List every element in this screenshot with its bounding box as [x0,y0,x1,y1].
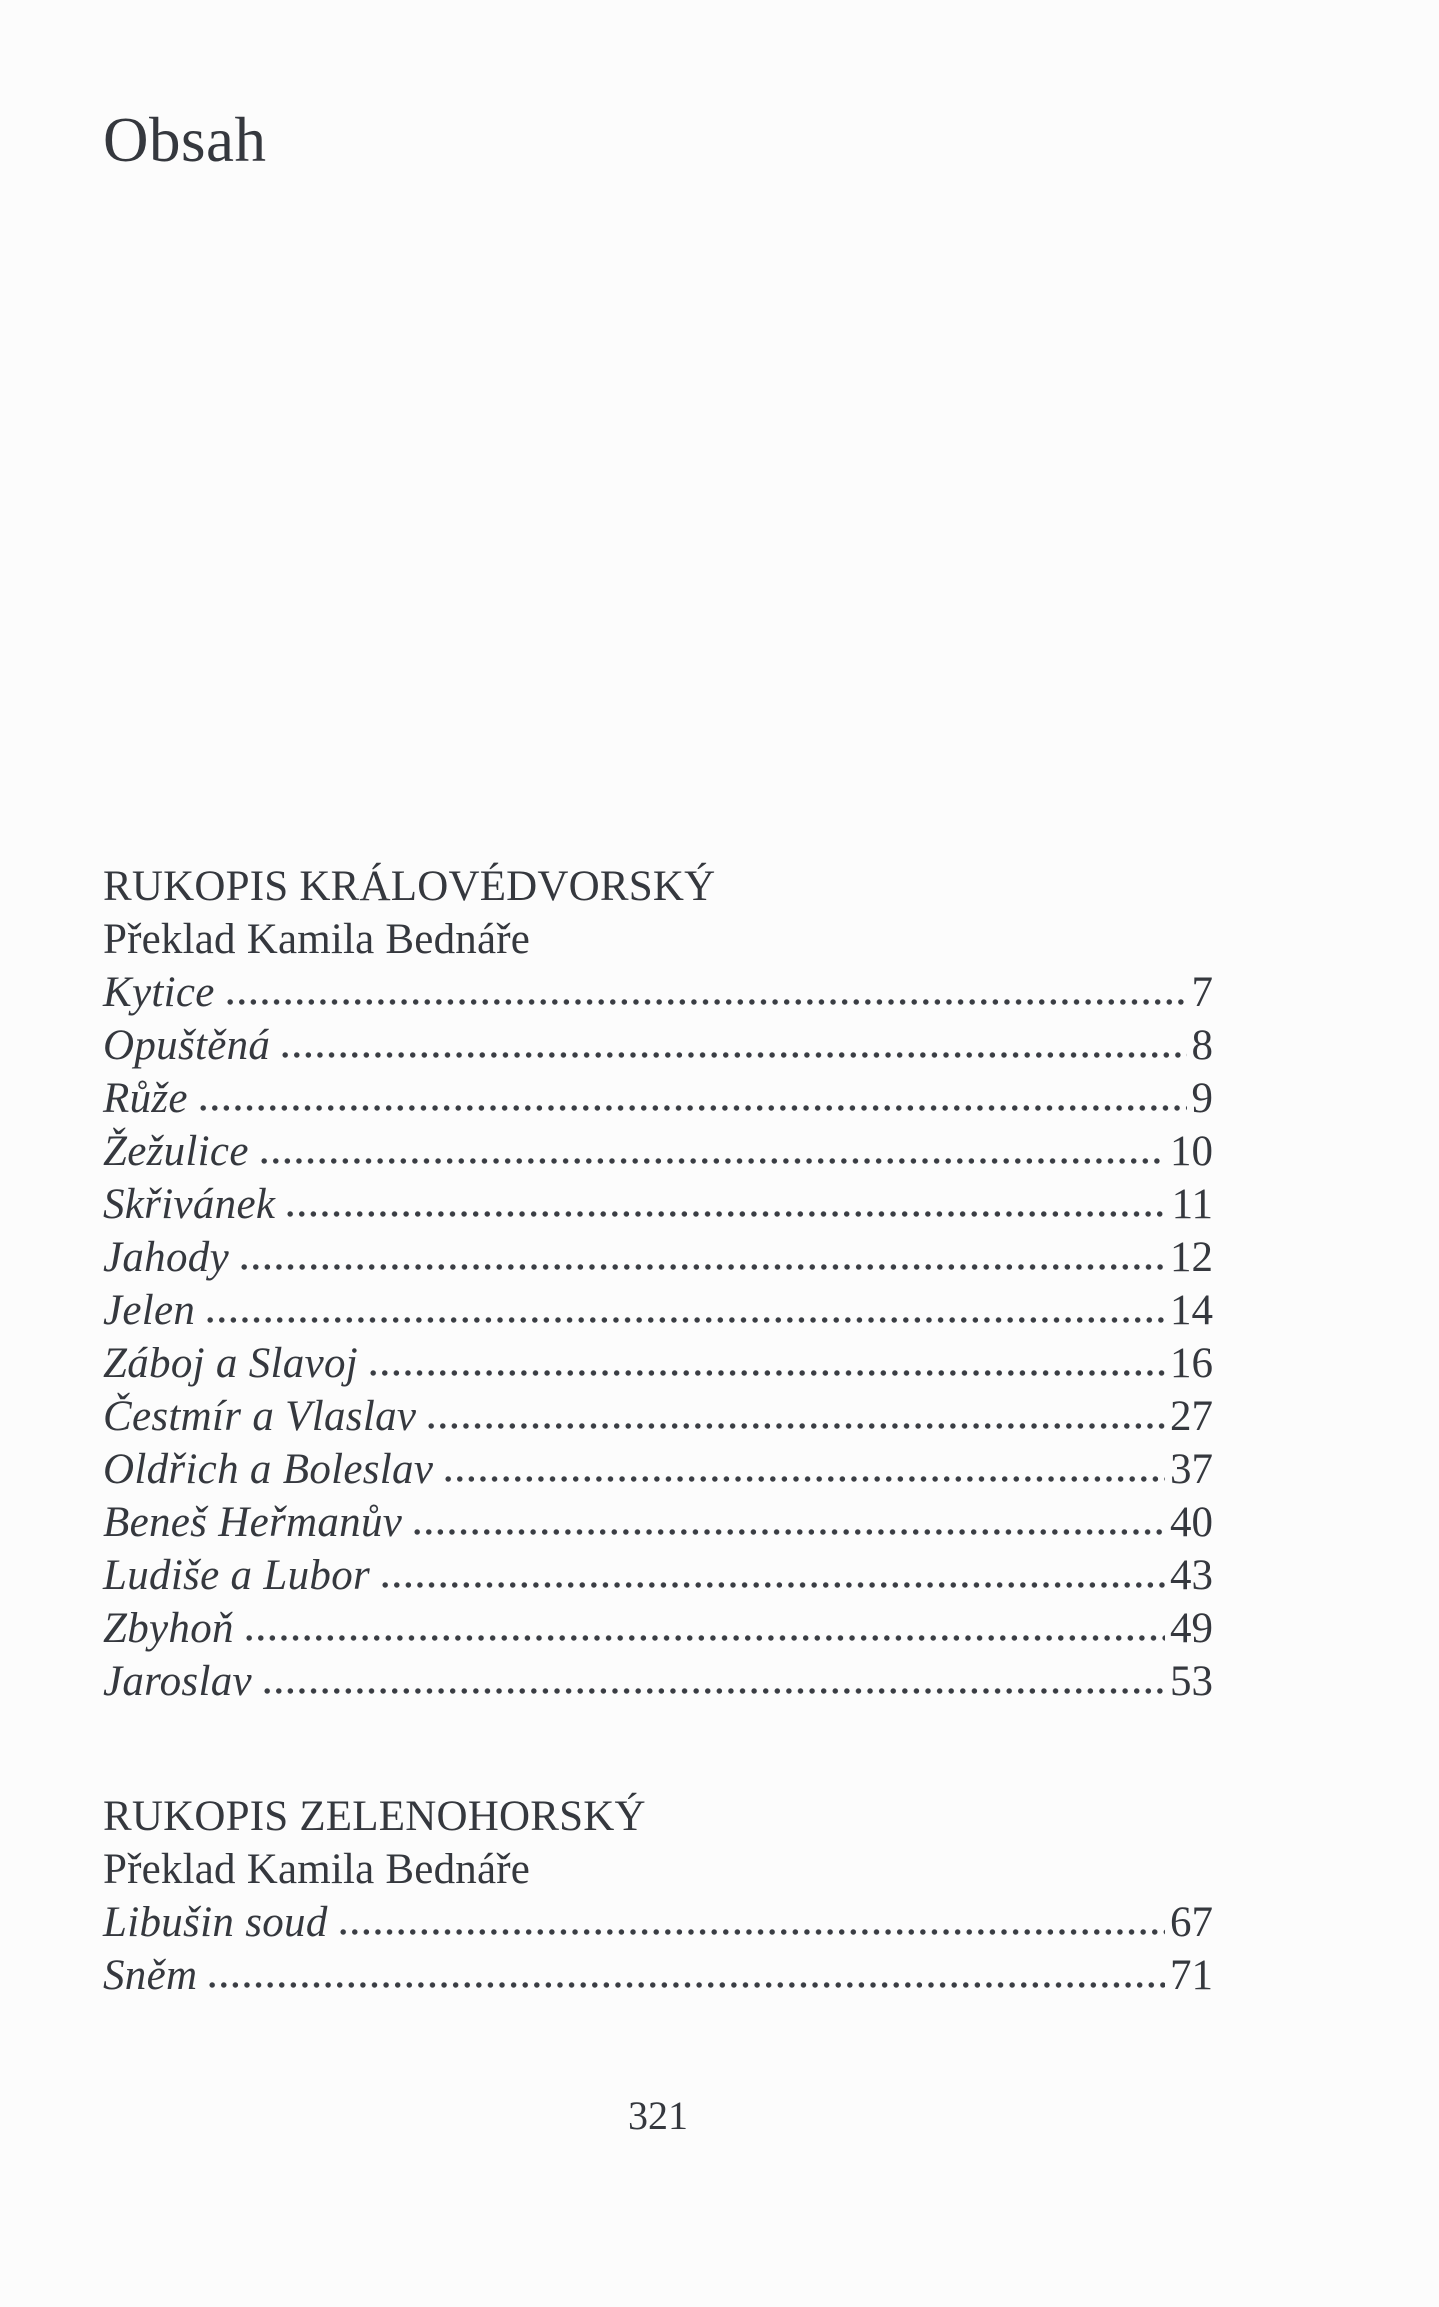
toc-entry-page: 71 [1170,1952,1213,1999]
toc-entry [103,1337,1213,1390]
toc-entry-title: Libušin soud [103,1899,328,1946]
section-subheading: Překlad Kamila Bednáře [103,916,531,963]
toc-entry-title: Záboj a Slavoj [103,1340,359,1387]
toc-entry-page: 7 [1191,969,1213,1016]
toc-entry-page: 43 [1170,1552,1213,1599]
page-title: Obsah [103,105,267,175]
dot-leader [287,1210,1166,1218]
section-heading: RUKOPIS KRÁLOVÉDVORSKÝ [103,863,716,910]
dot-leader [428,1422,1165,1430]
dot-leader [227,998,1187,1006]
toc-entry [103,1178,1213,1231]
toc-entry-title: Žežulice [103,1128,249,1175]
toc-entry-title: Růže [103,1075,188,1122]
toc-entry-page: 12 [1170,1234,1213,1281]
toc-entry-page: 14 [1170,1287,1213,1334]
toc-entry-page: 16 [1170,1340,1213,1387]
toc-entry-page: 49 [1170,1605,1213,1652]
table-of-contents [103,860,1213,2002]
dot-leader [414,1528,1165,1536]
toc-entry-title: Oldřich a Boleslav [103,1446,434,1493]
toc-entry-title: Čestmír a Vlaslav [103,1393,417,1440]
toc-entry-title: Skřivánek [103,1181,276,1228]
section-subheading: Překlad Kamila Bednáře [103,1846,531,1893]
toc-entry-page: 10 [1170,1128,1213,1175]
dot-leader [445,1475,1165,1483]
toc-entry [103,1390,1213,1443]
toc-entry-page: 27 [1170,1393,1213,1440]
toc-entry [103,1125,1213,1178]
toc-entry-title: Ludiše a Lubor [103,1552,371,1599]
toc-entry [103,1655,1213,1708]
dot-leader [246,1634,1165,1642]
toc-entry-title: Zbyhoň [103,1605,234,1652]
toc-entry-title: Jaroslav [103,1658,252,1705]
dot-leader [382,1581,1165,1589]
toc-entry [103,1019,1213,1072]
dot-leader [264,1687,1165,1695]
section-gap [103,1708,1213,1790]
toc-entry [103,1443,1213,1496]
dot-leader [207,1316,1165,1324]
dot-leader [282,1051,1186,1059]
toc-entry-title: Kytice [103,969,215,1016]
toc-entry [103,1284,1213,1337]
footer-page-number: 321 [628,2093,688,2138]
toc-entry-page: 37 [1170,1446,1213,1493]
toc-entry-title: Jahody [103,1234,229,1281]
toc-entry [103,1896,1213,1949]
toc-entry-page: 11 [1171,1181,1213,1228]
toc-entry [103,1602,1213,1655]
dot-leader [241,1263,1165,1271]
toc-entry-page: 9 [1191,1075,1213,1122]
toc-entry-title: Jelen [103,1287,196,1334]
dot-leader [370,1369,1165,1377]
toc-entry-page: 40 [1170,1499,1213,1546]
toc-entry [103,1549,1213,1602]
toc-entry [103,1949,1213,2002]
toc-entry-title: Opuštěná [103,1022,271,1069]
toc-entry-page: 67 [1170,1899,1213,1946]
dot-leader [200,1104,1187,1112]
toc-entry [103,1231,1213,1284]
dot-leader [340,1928,1165,1936]
toc-entry-page: 8 [1191,1022,1213,1069]
toc-entry-title: Beneš Heřmanův [103,1499,403,1546]
dot-leader [209,1981,1165,1989]
toc-entry-page: 53 [1170,1658,1213,1705]
toc-entry-title: Sněm [103,1952,198,1999]
dot-leader [261,1157,1165,1165]
toc-entry [103,1072,1213,1125]
toc-entry [103,1496,1213,1549]
toc-entry [103,966,1213,1019]
section-heading: RUKOPIS ZELENOHORSKÝ [103,1793,646,1840]
